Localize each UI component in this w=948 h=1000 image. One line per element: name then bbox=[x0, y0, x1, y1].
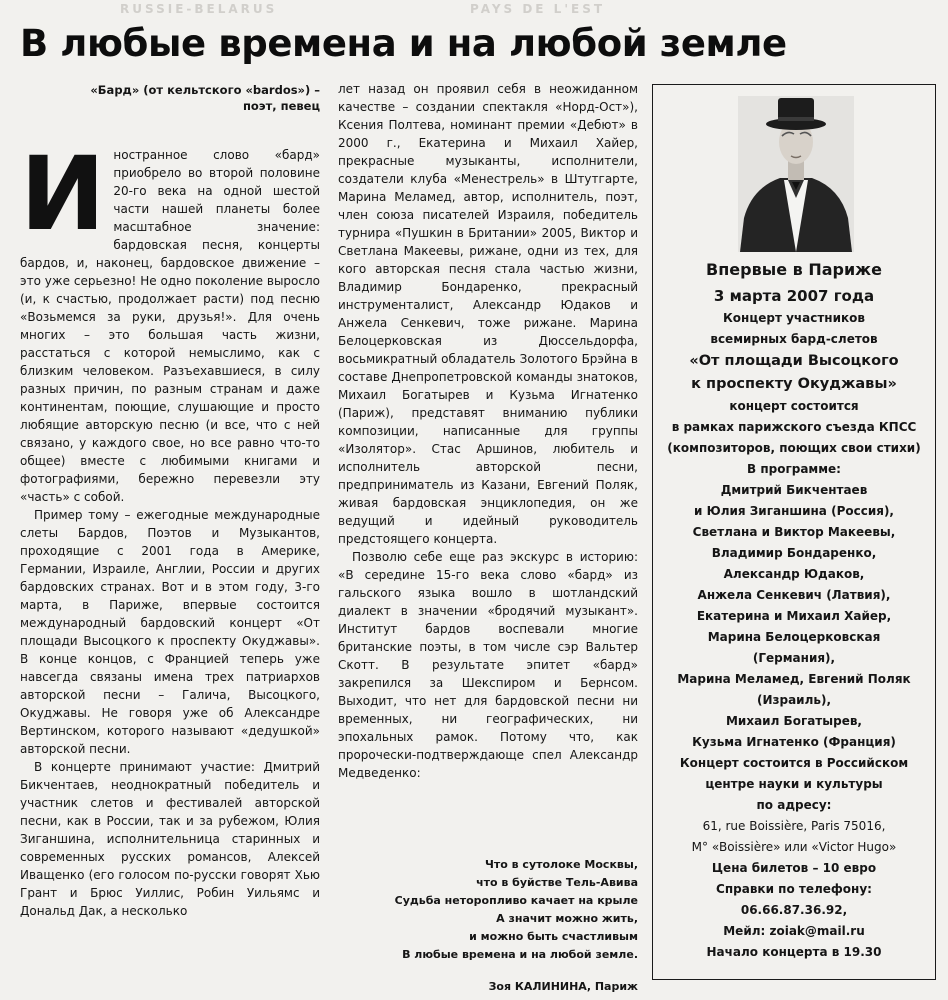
announcement-line: Начало концерта в 19.30 bbox=[706, 945, 882, 959]
announcement-line: (Германия), bbox=[752, 651, 836, 665]
announcement-heading: Впервые в Париже bbox=[706, 260, 882, 279]
metro-line: M° «Boissière» или «Victor Hugo» bbox=[691, 840, 897, 854]
email-line: Мейл: zoiak@mail.ru bbox=[723, 924, 865, 938]
announcement-line: Концерт участников bbox=[722, 311, 865, 325]
announcement-text bbox=[652, 256, 936, 963]
address-line: 61, rue Boissière, Paris 75016, bbox=[702, 819, 886, 833]
bleed-through-line: RUSSIE-BELARUS bbox=[120, 2, 278, 16]
announcement-date: 3 марта 2007 года bbox=[713, 287, 875, 305]
article-title: В любые времена и на любой земле bbox=[20, 22, 787, 65]
announcement-line: Екатерина и Михаил Хайер, bbox=[696, 609, 892, 623]
concert-title-line: к проспекту Окуджавы» bbox=[691, 376, 897, 392]
performer-photo bbox=[738, 96, 854, 252]
announcement-line: Кузьма Игнатенко (Франция) bbox=[692, 735, 896, 749]
announcement-line: Марина Меламед, Евгений Поляк bbox=[677, 672, 911, 686]
paragraph: лет назад он проявил себя в неожиданном качестве – создании спектакля «Норд-Ост»), Ксения Полтева, номинант премии «Дебют» в 2000 г., Екатерина и Михаил Хайер, прекрасные музыканты, исполнители, создатели клуба «Менестрель» в Штутгарте, Марина Меламед, автор, исполнитель, поэт, член союза писателей Израиля, победитель турнира «Пушкин в Британии» 2005, Виктор и Светлана Макеевы, рижане, одни из тех, для кого авторская песня стала частью жизни, Владимир Бондаренко, прекрасный инструменталист, Александр Юдаков и Анжела Сенкевич, тоже рижане. Марина Белоцерковская из Дюссельдорфа, восьмикратный обладатель Золотого Брэйна в составе Днепропетровской команды знатоков, Михаил Богатырев и Кузьма Игнатенко (Париж), представят вниманию публики композиции, написанные для группы «Изолятор». Стас Аршинов, любитель и исполнитель авторской песни, предприниматель из Казани, Евгений Поляк, живая бардовская энциклопедия, он же ведущий и идейный руководитель предстоящего концерта. bbox=[338, 82, 638, 546]
announcement-line: (композиторов, поющих свои стихи) bbox=[667, 441, 921, 455]
paragraph: Пример тому – ежегодные международные слеты Бардов, Поэтов и Музыкантов, проходящие с 2001 года в Америке, Германии, Израиле, Англии, России и других бардовских странах. Вот и в этом году, 3-го марта, в Париже, впервые состоится международный бардовский концерт «От площади Высоцкого к проспекту Окуджавы». В конце концов, с Францией теперь уже навсегда связаны имена трех патриархов авторской песни – Галича, Высоцкого, Окуджавы. Не говоря уже об Александре Вертинском, которого называют «дедушкой» авторской песни. bbox=[20, 508, 320, 756]
announcement-line: Михаил Богатырев, bbox=[725, 714, 862, 728]
announcement-line: Светлана и Виктор Макеевы, bbox=[692, 525, 896, 539]
announcement-line: Концерт состоится в Российском bbox=[679, 756, 909, 770]
poem-quote bbox=[338, 856, 638, 964]
poem-line: В любые времена и на любой земле. bbox=[402, 948, 638, 961]
paragraph bbox=[20, 135, 320, 506]
announcement-line: Цена билетов – 10 евро bbox=[711, 861, 877, 875]
poem-line: Что в сутолоке Москвы, bbox=[484, 858, 638, 871]
epigraph: «Бард» (от кельтского «bardos») – поэт, певец bbox=[90, 83, 320, 113]
announcement-line: (Израиль), bbox=[756, 693, 831, 707]
poem-line: А значит можно жить, bbox=[496, 912, 638, 925]
announcement-line: центре науки и культуры bbox=[705, 777, 883, 791]
author-signature: Зоя КАЛИНИНА, Париж bbox=[488, 980, 638, 993]
drop-cap: И bbox=[20, 135, 106, 254]
announcement-line: концерт состоится bbox=[729, 399, 859, 413]
announcement-line: В программе: bbox=[747, 462, 841, 476]
announcement-line: Справки по телефону: bbox=[716, 882, 872, 896]
announcement-line: Марина Белоцерковская bbox=[707, 630, 881, 644]
announcement-line: Анжела Сенкевич (Латвия), bbox=[697, 588, 891, 602]
poem-line: и можно быть счастливым bbox=[469, 930, 638, 943]
phone-number: 06.66.87.36.92, bbox=[740, 903, 848, 917]
article-column-2 bbox=[338, 80, 638, 782]
paragraph: В концерте принимают участие: Дмитрий Бикчентаев, неоднократный победитель и участник слетов и фестивалей авторской песни, как в России, так и за рубежом, Юлия Зиганшина, исполнительница старинных и современных русских романсов, Алексей Иващенко (его голосом по-русски говорят Хью Грант и Брюс Уиллис, Робин Уильямс и Дональд Дак, а несколько bbox=[20, 760, 320, 918]
bleed-through-line: PAYS DE L'EST bbox=[470, 2, 606, 16]
announcement-line: Владимир Бондаренко, bbox=[711, 546, 877, 560]
paragraph-text: ностранное слово «бард» приобрело во второй половине 20-го века на одной шестой части нашей планеты более масштабное значение: бардовская песня, концерты бардов, и, наконец, бардовское движение – это уже серьезно! Не одно поколение выросло (и, к счастью, продолжает расти) под песню «Возьмемся за руки, друзья!». Для очень многих – это большая часть жизни, расстаться с которой немыслимо, как с близким человеком. Разъехавшиеся, в силу разных причин, по разным странам и даже континентам, поющие, слушающие и просто любящие авторскую песню (и все, что с ней связано, у каждого свое, но все равно что-то общее) вместе с любимыми книгами и фотографиями, бережно перевезли эту «часть» с собой. bbox=[20, 148, 320, 504]
announcement-line: в рамках парижского съезда КПСС bbox=[671, 420, 917, 434]
article-column-1 bbox=[20, 135, 320, 920]
concert-title-line: «От площади Высоцкого bbox=[689, 353, 899, 369]
announcement-line: Александр Юдаков, bbox=[723, 567, 865, 581]
announcement-line: и Юлия Зиганшина (Россия), bbox=[694, 504, 894, 518]
photo-illustration bbox=[738, 96, 854, 252]
announcement-line: всемирных бард-слетов bbox=[710, 332, 878, 346]
poem-line: что в буйстве Тель-Авива bbox=[476, 876, 638, 889]
poem-line: Судьба неторопливо качает на крыле bbox=[394, 894, 638, 907]
announcement-line: Дмитрий Бикчентаев bbox=[720, 483, 868, 497]
paragraph: Позволю себе еще раз экскурс в историю: «В середине 15-го века слово «бард» из гальского языка вошло в шотландский диалект в значении «бродячий музыкант». Институт бардов воспевали многие британские поэты, в том числе сэр Вальтер Скотт. В результате эпитет «бард» закрепился за Шекспиром и Бернсом. Выходит, что нет для бардовской песни ни временных, ни географических, ни эпохальных рамок. Потому что, как пророчески-подтверждающе спел Александр Медведенко: bbox=[338, 550, 638, 780]
announcement-line: по адресу: bbox=[756, 798, 832, 812]
